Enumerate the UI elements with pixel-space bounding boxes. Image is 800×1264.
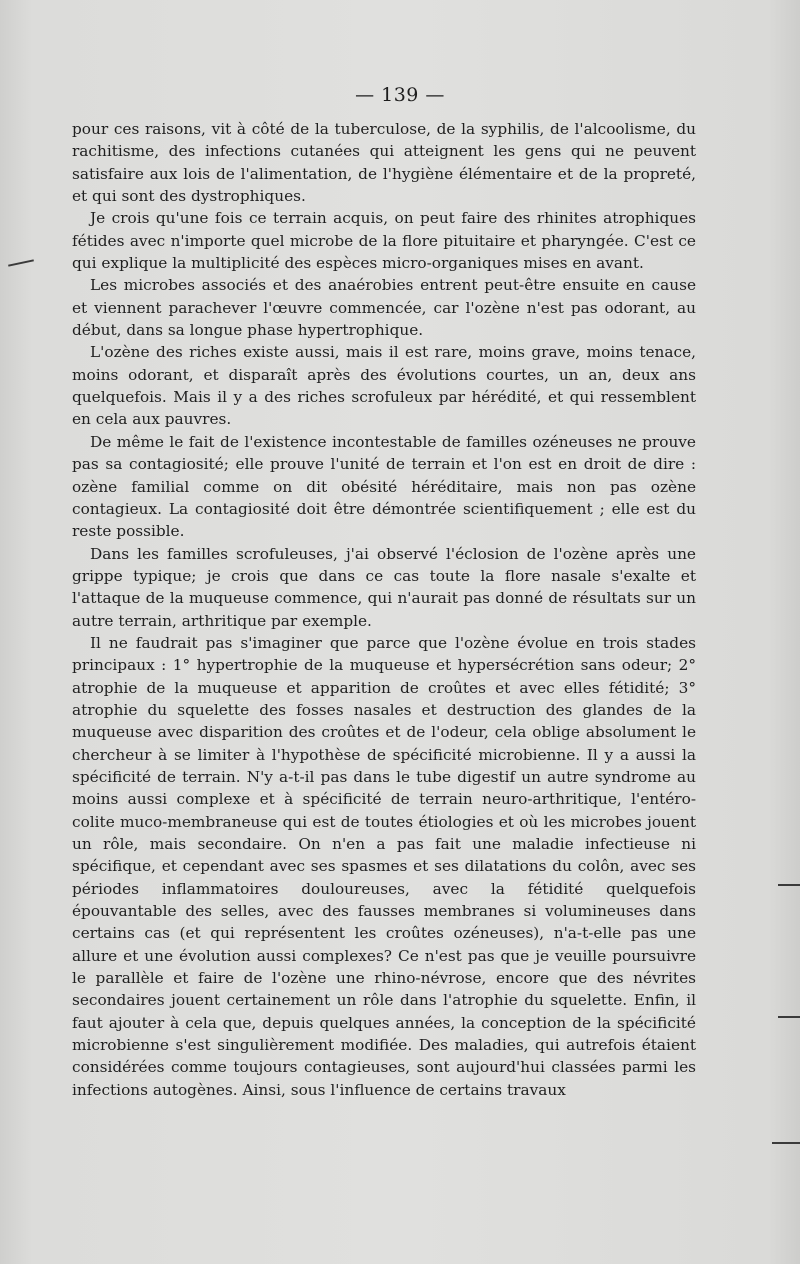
paragraph-3: Les microbes associés et des anaérobies entrent peut-être ensuite en cause et viennent parachever l'œuvre commencée, car l'ozène n'est pas odorant, au début, dans sa longue phase hypertrophique. bbox=[72, 276, 696, 340]
paragraph-6: Dans les familles scrofuleuses, j'ai observé l'éclosion de l'ozène après une grippe typique; je crois que dans ce cas toute la flore nasale s'exalte et l'attaque de la muqueuse commence, qui n'aurait pas donné de résultats sur un autre terrain, arthritique par exemple. bbox=[72, 544, 696, 630]
paragraph-7: Il ne faudrait pas s'imaginer que parce que l'ozène évolue en trois stades principaux : 1° hypertrophie de la muqueuse et hypersécrétion sans odeur; 2° atrophie de la muqueuse et apparition de croûtes et avec elles fétidité; 3° atrophie du squelette des fosses nasales et destruction des glandes de la muqueuse avec disparition des croûtes et de l'odeur, cela oblige absolument le chercheur à se limiter à l'hypothèse de spécificité microbienne. Il y a aussi la spécificité de terrain. N'y a-t-il pas dans le tube digestif un autre syndrome au moins aussi complexe et à spécificité de terrain neuro-arthritique, l'entéro-colite muco-membraneuse qui est de toutes étiologies et où les microbes jouent un rôle, mais secondaire. On n'en a pas fait une maladie infectieuse ni spécifique, et cependant avec ses spasmes et ses dilatations du colôn, avec ses périodes inflammatoires douloureuses, avec la fétidité quelquefois épouvantable des selles, avec des fausses membranes si volumineuses dans certains cas (et qui représentent les croûtes ozéneuses), n'a-t-elle pas une allure et une évolution aussi complexes? Ce n'est pas que je veuille poursuivre le parallèle et faire de l'ozène une rhino-névrose, encore que des névrites secondaires jouent certainement un rôle dans l'atrophie du squelette. Enfin, il faut ajouter à cela que, depuis quelques années, la conception de la spécificité microbienne s'est singulièrement modifiée. Des maladies, qui autrefois étaient considérées comme toujours contagieuses, sont aujourd'hui classées parmi les infections autogènes. Ainsi, sous l'influence de certains travaux bbox=[72, 633, 696, 1099]
edge-mark bbox=[772, 1142, 800, 1144]
paragraph-5: De même le fait de l'existence incontestable de familles ozéneuses ne prouve pas sa contagiosité; elle prouve l'unité de terrain et l'on est en droit de dire : ozène familial comme on dit obésité héréditaire, mais non pas ozène contagieux. La contagiosité doit être démontrée scientifiquement ; elle est du reste possible. bbox=[72, 432, 696, 541]
edge-mark bbox=[8, 259, 34, 266]
page-number: — 139 — bbox=[355, 84, 445, 106]
body-text bbox=[72, 118, 696, 1101]
edge-mark bbox=[778, 884, 800, 886]
paragraph-4: L'ozène des riches existe aussi, mais il est rare, moins grave, moins tenace, moins odorant, et disparaît après des évolutions courtes, un an, deux ans quelquefois. Mais il y a des riches scrofuleux par hérédité, et qui ressemblent en cela aux pauvres. bbox=[72, 343, 696, 429]
edge-mark bbox=[778, 1016, 800, 1018]
paragraph-2: Je crois qu'une fois ce terrain acquis, on peut faire des rhinites atrophiques fétides avec n'importe quel microbe de la flore pituitaire et pharyngée. C'est ce qui explique la multiplicité des espèces micro-organiques mises en avant. bbox=[72, 209, 696, 273]
paragraph-1: pour ces raisons, vit à côté de la tuberculose, de la syphilis, de l'alcoolisme, du rachitisme, des infections cutanées qui atteignent les gens qui ne peuvent satisfaire aux lois de l'alimentation, de l'hygiène élémentaire et de la propreté, et qui sont des dystrophiques. bbox=[72, 120, 696, 206]
